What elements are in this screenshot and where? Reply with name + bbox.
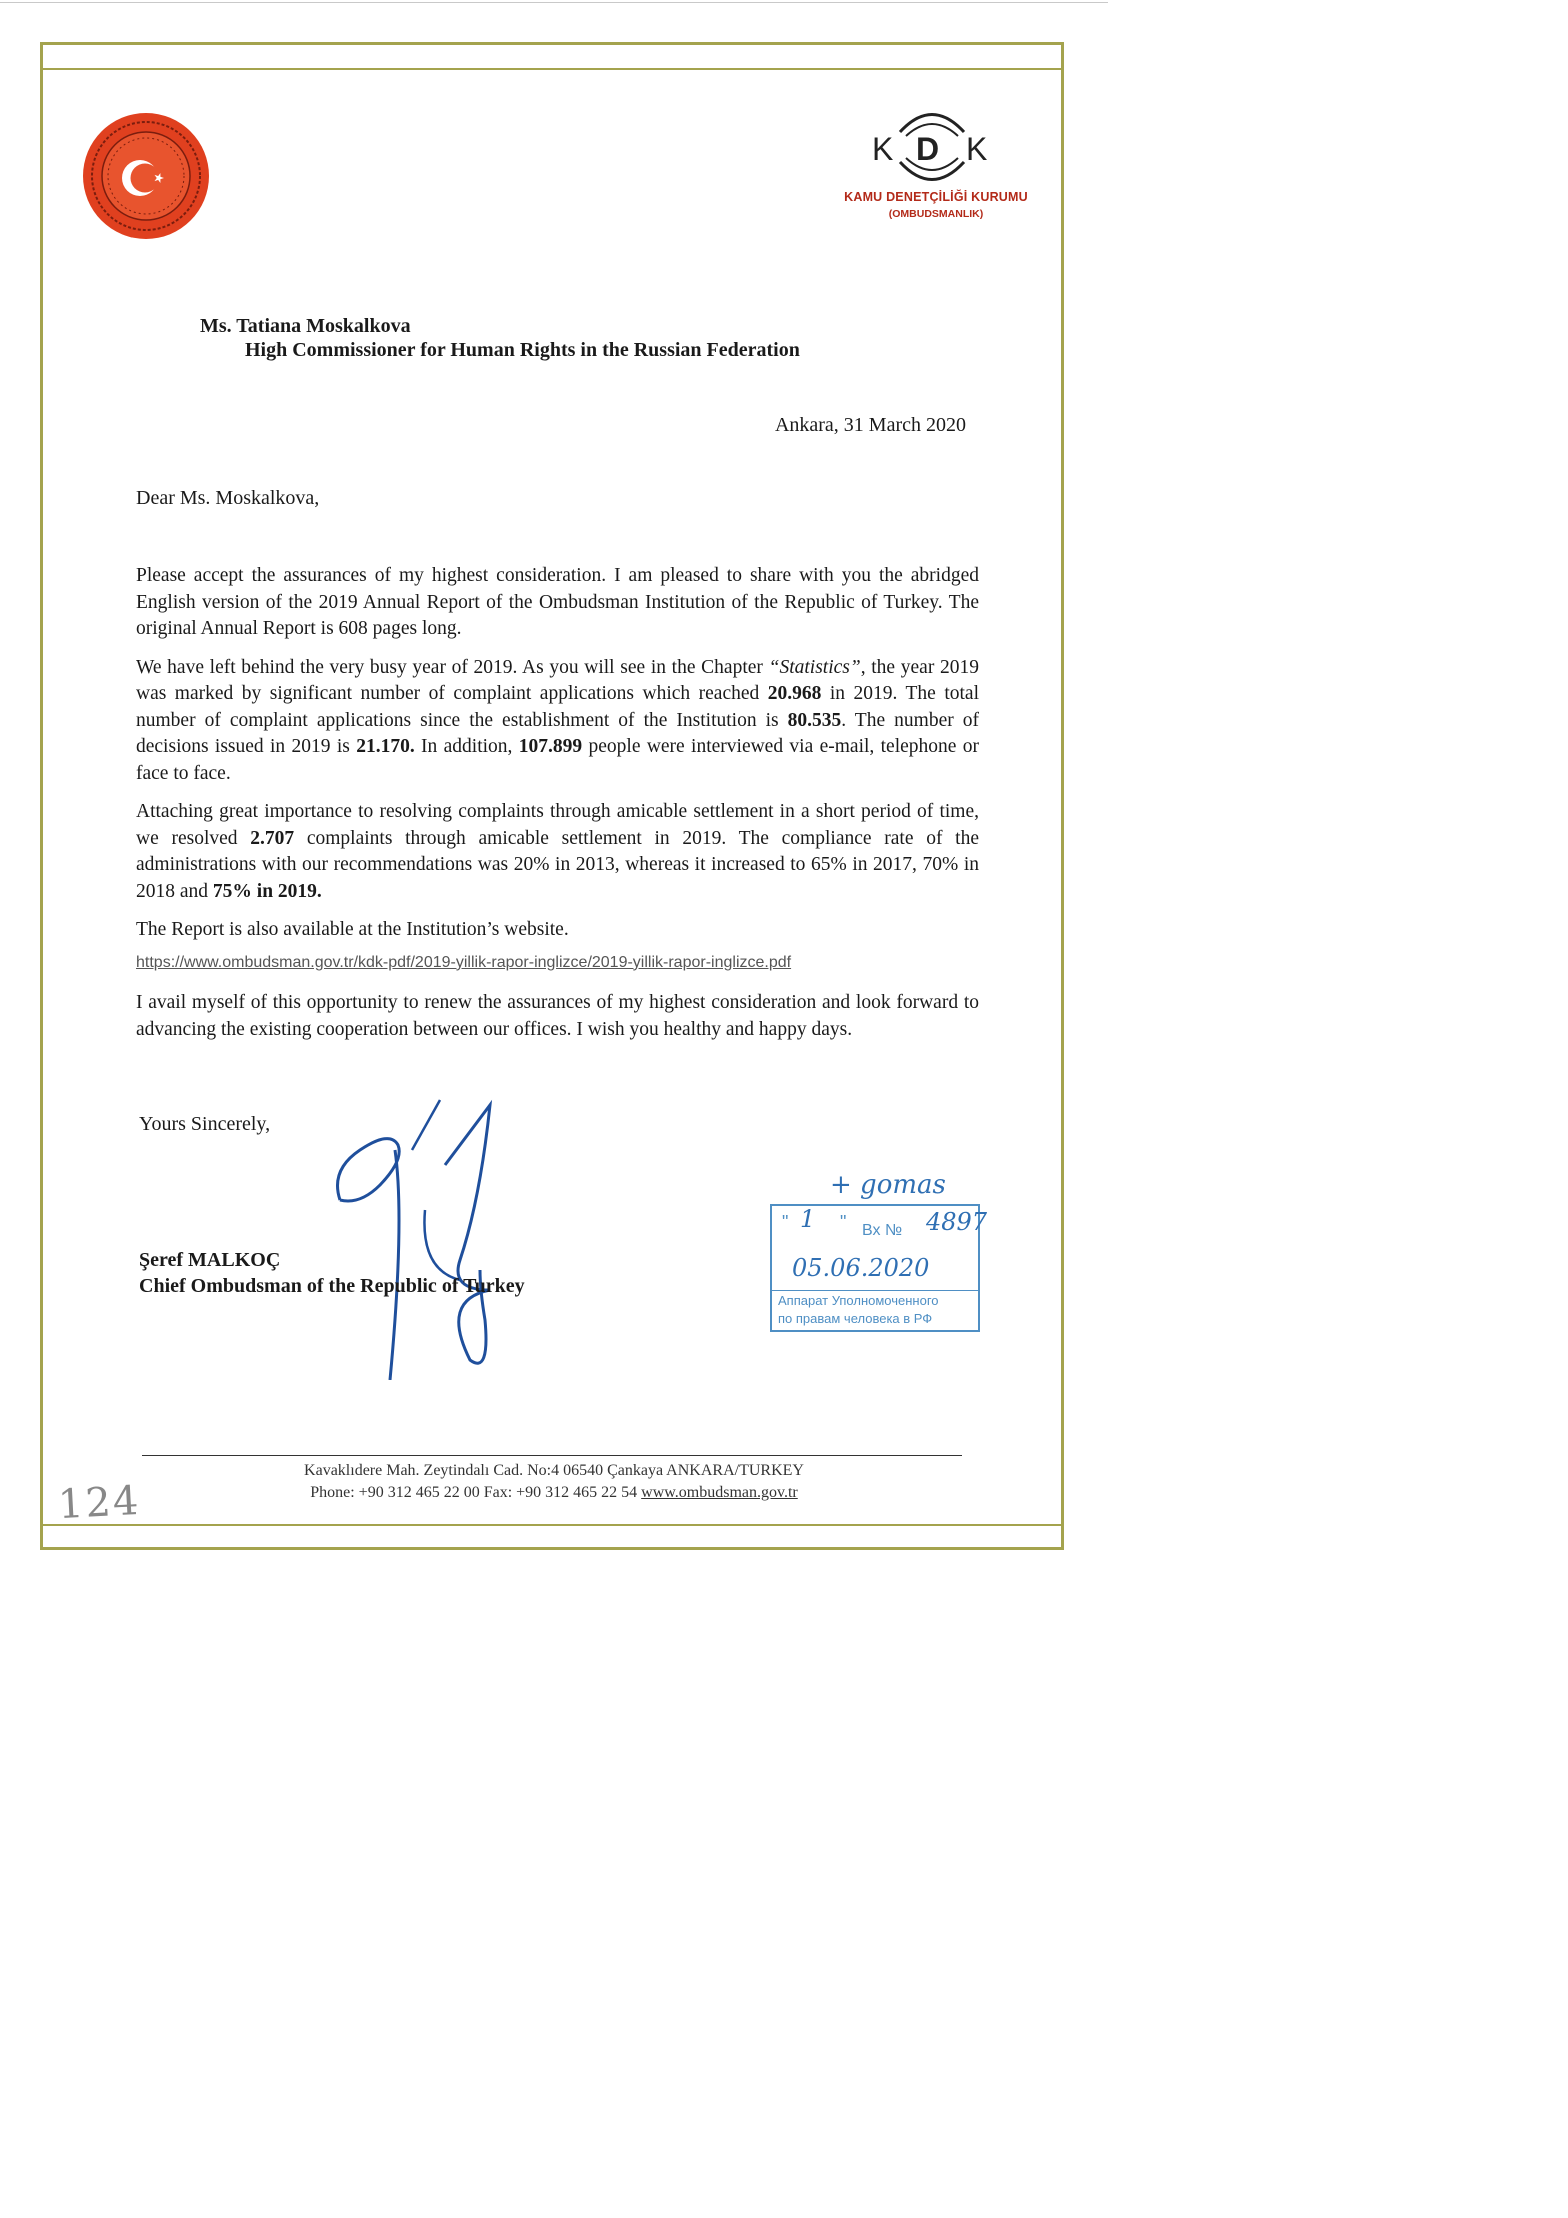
header-rule xyxy=(40,68,1064,70)
recipient-title: High Commissioner for Human Rights in the Russian Federation xyxy=(245,339,800,361)
paragraph-statistics: We have left behind the very busy year of 2019. As you will see in the Chapter “Statistics”, the year 2019 was marked by significant number of complaint applications which reached 20.968 in 2019. The total number of complaint applications since the establishment of the Institution is 80.535. The number of decisions issued in 2019 is 21.170. In addition, 107.899 people were interviewed via e-mail, telephone or face to face. xyxy=(136,656,980,784)
org-subtitle: (OMBUDSMANLIK) xyxy=(888,208,984,220)
svg-text:K: K xyxy=(966,131,988,167)
stamp-divider xyxy=(772,1290,978,1291)
stamp-quote-close: " xyxy=(840,1212,847,1232)
report-link[interactable]: https://www.ombudsman.gov.tr/kdk-pdf/2019-yillik-rapor-inglizce/2019-yillik-rapor-inglizce.pdf xyxy=(136,953,792,971)
letter-date: Ankara, 31 March 2020 xyxy=(774,414,966,436)
footer-rule xyxy=(142,1455,962,1456)
scan-top-line xyxy=(0,2,1108,3)
handwritten-signature xyxy=(320,1090,530,1380)
closing: Yours Sincerely, xyxy=(139,1113,271,1135)
paragraph-intro: Please accept the assurances of my highest consideration. I am pleased to share with you the abridged English version of the 2019 Annual Report of the Ombudsman Institution of the Republic of Turkey. The original Annual Report is 608 pages long. xyxy=(136,565,979,639)
paragraph-website: The Report is also available at the Institution’s website. xyxy=(136,919,569,940)
stamp-number-label: Вх № xyxy=(862,1222,903,1239)
stamp-line-1: Аппарат Уполномоченного xyxy=(778,1293,939,1308)
paragraph-settlement: Attaching great importance to resolving complaints through amicable settlement in a short period of time, we resolved 2.707 complaints through amicable settlement in 2019. The compliance rate of the administrations with our recommendations was 20% in 2013, whereas it increased to 65% in 2017, 70% in 2018 and 75% in 2019. xyxy=(136,801,979,902)
stamp-date: 05.06.2020 xyxy=(792,1254,930,1282)
paragraph-closing: I avail myself of this opportunity to renew the assurances of my highest consideration and look forward to advancing the existing cooperation between our offices. I wish you healthy and happy days. xyxy=(136,992,979,1040)
salutation: Dear Ms. Moskalkova, xyxy=(136,487,320,509)
stamp-number: 4897 xyxy=(926,1208,988,1236)
org-name: KAMU DENETÇİLİĞİ KURUMU xyxy=(844,190,1028,204)
svg-text:D: D xyxy=(916,131,940,167)
stamp-day: 1 xyxy=(800,1205,816,1233)
parliament-seal-icon xyxy=(80,110,212,242)
pencil-page-mark: 124 xyxy=(56,1477,142,1529)
recipient-name: Ms. Tatiana Moskalkova xyxy=(200,315,411,337)
footer-address: Kavaklıdere Mah. Zeytindalı Cad. No:4 06540 Çankaya ANKARA/TURKEY xyxy=(304,1462,804,1479)
footer-border-rule xyxy=(40,1524,1064,1526)
kdk-logo-icon xyxy=(870,102,994,192)
footer-contact xyxy=(0,1484,1108,1502)
stamp-quote-open: " xyxy=(782,1212,789,1232)
stamp-line-2: по правам человека в РФ xyxy=(778,1311,933,1326)
signer-title: Chief Ombudsman of the Republic of Turkey xyxy=(139,1275,525,1297)
svg-text:K: K xyxy=(872,131,894,167)
letter-body xyxy=(136,563,979,1055)
signer-name: Şeref MALKOÇ xyxy=(139,1249,281,1271)
footer-phone: Phone: +90 312 465 22 00 Fax: +90 312 465 22 54 xyxy=(310,1484,642,1501)
stamp-handwritten-note: + gomas xyxy=(830,1170,946,1200)
footer-website[interactable]: www.ombudsman.gov.tr xyxy=(641,1484,798,1501)
